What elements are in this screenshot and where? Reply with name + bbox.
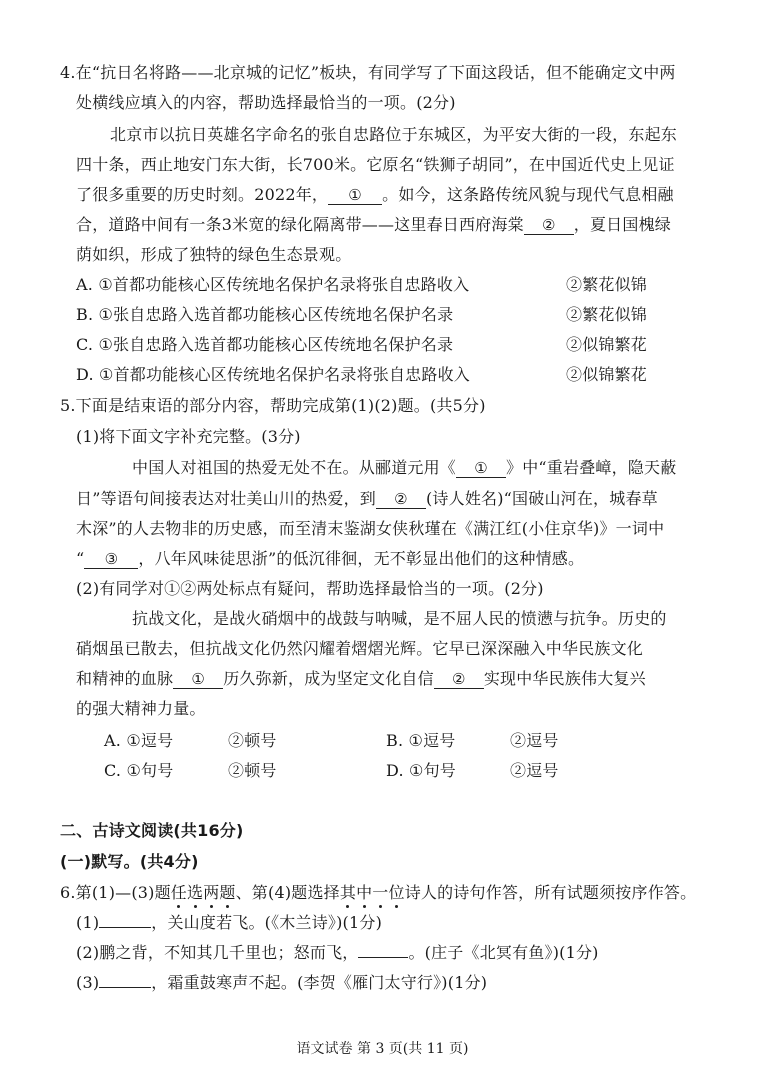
q4-blank-1: ①	[328, 186, 382, 205]
q4-passage-line1: 北京市以抗日英雄名字命名的张自忠路位于东城区，为平安大街的一段，东起东	[110, 125, 678, 144]
q5-passage-line4: 的强大精神力量。	[76, 699, 206, 718]
q5-option-c: C. ①句号	[104, 761, 174, 780]
q6-stem	[60, 882, 696, 904]
q5-passage-line2: 硝烟虽已散去，但抗战文化仍然闪耀着熠熠光辉。它早已深深融入中华民族文化	[76, 639, 644, 658]
q4-passage-text: ，夏日国槐绿	[573, 215, 671, 234]
q4-option-a-2: ②繁花似锦	[566, 275, 648, 294]
emphasis-char: 中	[356, 883, 373, 902]
q5-text: 日”等语句间接表达对壮美山川的热爱，到	[76, 489, 376, 508]
q6-item-number: (1)	[76, 913, 100, 932]
q4-passage-line3	[76, 184, 674, 206]
q5-text: ，八年风味徒思浙”的低沉徘徊，无不彰显出他们的这种情感。	[138, 549, 585, 568]
q6-item-text: ，关山度若飞。(《木兰诗》)(1分)	[151, 913, 383, 932]
q5-text-line3: 木深”的人去物非的历史感，而至清末鉴湖女侠秋瑾在《满江红(小住京华)》一词中	[76, 519, 665, 538]
q4-passage-line2: 四十条，西止地安门东大街，长700米。它原名“铁狮子胡同”，在中国近代史上见证	[76, 155, 675, 174]
q4-option-d-2: ②似锦繁花	[566, 365, 648, 384]
page-footer: 语文试卷 第 3 页(共 11 页)	[296, 1041, 469, 1057]
q6-text: 、第(4)题选择	[235, 883, 340, 902]
q6-item-1	[76, 912, 382, 934]
emphasis-char: 两	[203, 883, 220, 902]
q4-stem-line2: 处横线应填入的内容，帮助选择最恰当的一项。(2分)	[76, 93, 456, 112]
q6-answer-blank-2	[358, 957, 408, 958]
q5-option-a-2: ②顿号	[228, 731, 277, 750]
emphasis-text	[340, 883, 405, 902]
q6-item-number: (3)	[76, 973, 100, 992]
q5-sub1: (1)将下面文字补充完整。(3分)	[76, 427, 301, 446]
emphasis-char: 题	[219, 883, 236, 902]
q5-stem: 5.下面是结束语的部分内容，帮助完成第(1)(2)题。(共5分)	[60, 396, 486, 415]
q5-blank-2: ②	[376, 490, 426, 509]
q5-option-c-2: ②顿号	[228, 761, 277, 780]
emphasis-char: 任	[170, 883, 187, 902]
q6-emphasis-2	[340, 883, 405, 902]
q6-item-text: 。(庄子《北冥有鱼》)(1分)	[408, 943, 599, 962]
q5-option-d-2: ②逗号	[510, 761, 559, 780]
q6-text: 6.第(1)—(3)题	[60, 883, 171, 902]
q5-passage-line1: 抗战文化，是战火硝烟中的战鼓与呐喊，是不屈人民的愤懑与抗争。历史的	[132, 609, 667, 628]
q5-blank-punct-2: ②	[434, 670, 484, 689]
q5-option-b: B. ①逗号	[386, 731, 456, 750]
q6-item-text: (2)鹏之背，不知其几千里也；怒而飞，	[76, 943, 359, 962]
q5-text-line2	[76, 488, 658, 510]
subsection-heading: (一)默写。(共4分)	[60, 852, 199, 871]
q4-passage-text: 了很多重要的历史时刻。2022年，	[76, 185, 329, 204]
emphasis-char: 选	[187, 883, 204, 902]
emphasis-text	[171, 883, 236, 902]
q4-passage-line4	[76, 214, 671, 236]
q5-text-line1	[132, 457, 676, 479]
q4-passage-text: 合，道路中间有一条3米宽的绿化隔离带——这里春日西府海棠	[76, 215, 524, 234]
q4-stem-line1: 4.在“抗日名将路——北京城的记忆”板块，有同学写了下面这段话，但不能确定文中两	[60, 63, 676, 82]
q4-option-b: B. ①张自忠路入选首都功能核心区传统地名保护名录	[76, 305, 454, 324]
q4-option-d: D. ①首都功能核心区传统地名保护名录将张自忠路收入	[76, 365, 470, 384]
q6-item-3	[76, 972, 487, 994]
q5-text-line4	[76, 548, 584, 570]
emphasis-char: 一	[372, 883, 389, 902]
q5-blank-punct-1: ①	[173, 670, 223, 689]
q4-passage-line5: 荫如织，形成了独特的绿色生态景观。	[76, 245, 352, 264]
q5-blank-3: ③	[84, 550, 138, 569]
q4-option-c-2: ②似锦繁花	[566, 335, 648, 354]
q6-item-text: ，霜重鼓寒声不起。(李贺《雁门太守行》)(1分)	[151, 973, 488, 992]
section-heading: 二、古诗文阅读(共16分)	[60, 821, 244, 840]
q5-text: 历久弥新，成为坚定文化自信	[223, 669, 434, 688]
q4-passage-text: 。如今，这条路传统风貌与现代气息相融	[382, 185, 674, 204]
q5-text: 中国人对祖国的热爱无处不在。从郦道元用《	[132, 458, 457, 477]
q6-emphasis-1	[171, 883, 236, 902]
emphasis-char: 其	[339, 883, 357, 902]
q5-option-b-2: ②逗号	[510, 731, 559, 750]
q5-text: 实现中华民族伟大复兴	[483, 669, 646, 688]
q5-text: 和精神的血脉	[76, 669, 174, 688]
q4-option-a: A. ①首都功能核心区传统地名保护名录将张自忠路收入	[76, 275, 470, 294]
q6-answer-blank-1	[99, 927, 151, 928]
emphasis-char: 位	[388, 883, 405, 902]
q5-option-a: A. ①逗号	[104, 731, 174, 750]
q4-option-b-2: ②繁花似锦	[566, 305, 648, 324]
q6-text: 诗人的诗句作答，所有试题须按序作答。	[404, 883, 697, 902]
q5-passage-line3	[76, 668, 646, 690]
q4-blank-2: ②	[524, 216, 574, 235]
q5-text: 》中“重岩叠嶂，隐天蔽	[506, 458, 677, 477]
q5-option-d: D. ①句号	[386, 761, 456, 780]
q5-text: (诗人姓名)“国破山河在，城春草	[425, 489, 658, 508]
q4-option-c: C. ①张自忠路入选首都功能核心区传统地名保护名录	[76, 335, 454, 354]
q5-sub2: (2)有同学对①②两处标点有疑问，帮助选择最恰当的一项。(2分)	[76, 579, 544, 598]
q5-blank-1: ①	[456, 459, 506, 478]
q6-answer-blank-3	[99, 987, 151, 988]
q5-text: “	[76, 549, 85, 568]
q6-item-2	[76, 942, 599, 964]
